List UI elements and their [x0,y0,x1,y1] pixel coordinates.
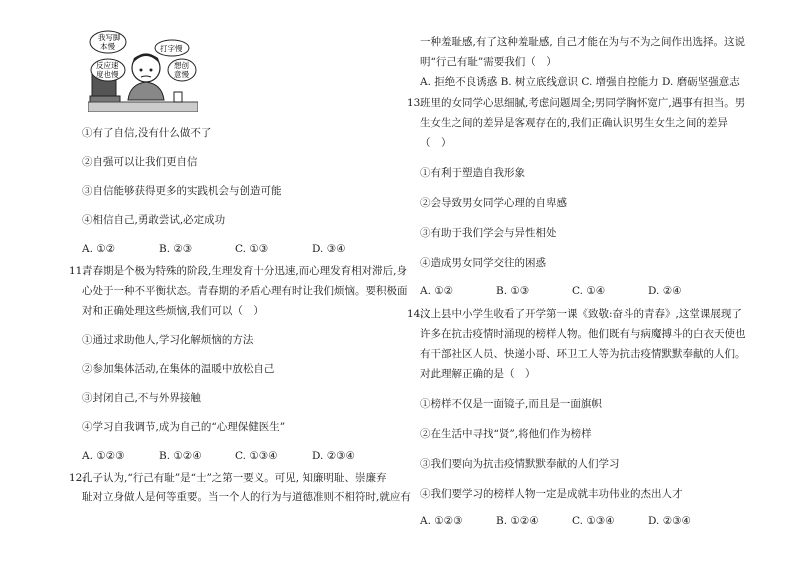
q14-choice-c: C. ①③④ [572,515,615,527]
q13-number: 13. [407,97,424,109]
q13-line-2: 生女生之间的差异是客观存在的,我们正确认识男生女生之间的差异 [420,117,728,129]
q10-choice-c: C. ①③ [235,243,269,255]
q13-choice-d: D. ②④ [648,285,682,297]
cartoon-illustration [88,30,198,112]
bubble-text-3: 打字慢 [160,44,183,53]
q12-cont-line-2: 明“行己有耻”需要我们（ ） [420,56,557,68]
q14-line-3: 有干部社区人员、快递小哥、环卫工人等为抗击疫情默默奉献的人们。 [420,348,746,360]
q14-choice-b: B. ①②④ [496,515,539,527]
bubble-text-7: 意慢 [174,70,189,79]
bubble-text-6: 想创 [174,61,189,70]
q11-line-1: 青春期是个极为特殊的阶段,生理发育十分迅速,而心理发育相对滞后,身 [82,265,408,277]
q10-option-2: ②自强可以让我们更自信 [82,156,198,168]
q12-line-1: 孔子认为,“行己有耻”是“士”之第一要义。可见, 知廉明耻、崇廉弃 [82,472,387,484]
q13-choice-c: C. ①④ [572,285,606,297]
q10-option-4: ④相信自己,勇敢尝试,必定成功 [82,214,226,226]
q11-choice-d: D. ②③④ [312,450,355,462]
q13-option-2: ②会导致男女同学心理的自卑感 [420,197,567,209]
bubble-text-5: 度也慢 [96,70,119,79]
q13-option-3: ③有助于我们学会与异性相处 [420,227,557,239]
bubble-text-1: 我写脚 [98,33,121,42]
q14-choice-d: D. ②③④ [648,515,691,527]
q14-option-2: ②在生活中寻找“贤”,将他们作为榜样 [420,428,592,440]
q10-choice-b: B. ②③ [159,243,193,255]
q10-choice-d: D. ③④ [312,243,346,255]
q13-line-3: （ ） [420,137,452,149]
q14-option-4: ④我们要学习的榜样人物一定是成就丰功伟业的杰出人才 [420,488,683,500]
bubble-text-2: 本慢 [100,42,115,51]
q14-number: 14. [407,308,424,320]
q10-option-1: ①有了自信,没有什么做不了 [82,127,212,139]
q11-option-3: ③封闭自己,不与外界接触 [82,392,201,404]
q11-option-4: ④学习自我调节,成为自己的“心理保健医生” [82,421,286,433]
q13-line-1: 班里的女同学心思细腻,考虑问题周全;男同学胸怀宽广,遇事有担当。男 [420,97,746,109]
q11-line-2: 心处于一种不平衡状态。青春期的矛盾心理有时让我们烦恼。要积极面 [82,285,408,297]
q13-option-1: ①有利于塑造自我形象 [420,167,525,179]
bubble-text-4: 反应速 [96,61,119,70]
q11-choice-b: B. ①②④ [159,450,202,462]
q11-option-2: ②参加集体活动,在集体的温暖中放松自己 [82,363,275,375]
q14-option-1: ①榜样不仅是一面镜子,而且是一面旗帜 [420,398,602,410]
q13-choice-b: B. ①③ [496,285,530,297]
q14-choice-a: A. ①②③ [420,515,463,527]
q13-option-4: ④造成男女同学交往的困惑 [420,257,546,269]
q11-choice-c: C. ①③④ [235,450,278,462]
q10-option-3: ③自信能够获得更多的实践机会与创造可能 [82,185,282,197]
q10-choice-a: A. ①② [82,243,116,255]
q14-line-2: 许多在抗击疫情时涌现的榜样人物。他们既有与病魔搏斗的白衣天使也 [420,328,746,340]
q14-line-1: 汶上县中小学生收看了开学第一课《致敬:奋斗的青春》,这堂课展现了 [420,308,742,320]
q14-option-3: ③我们要向为抗击疫情默默奉献的人们学习 [420,458,620,470]
q12-choices: A. 拒绝不良诱惑 B. 树立底线意识 C. 增强自控能力 D. 磨砺坚强意志 [420,76,740,88]
q11-number: 11. [69,265,86,277]
q12-line-2: 耻对立身做人是何等重要。当一个人的行为与道德准则不相符时,就应有 [82,491,411,503]
q13-choice-a: A. ①② [420,285,454,297]
q12-cont-line-1: 一种羞耻感,有了这种羞耻感, 自己才能在为与不为之间作出选择。这说 [420,36,746,48]
q11-line-3: 对和正确处理这些烦恼,我们可以（ ） [82,305,264,317]
q11-option-1: ①通过求助他人,学习化解烦恼的方法 [82,334,254,346]
q12-number: 12. [69,472,86,484]
q11-choice-a: A. ①②③ [82,450,125,462]
q14-line-4: 对此理解正确的是（ ） [420,368,536,380]
